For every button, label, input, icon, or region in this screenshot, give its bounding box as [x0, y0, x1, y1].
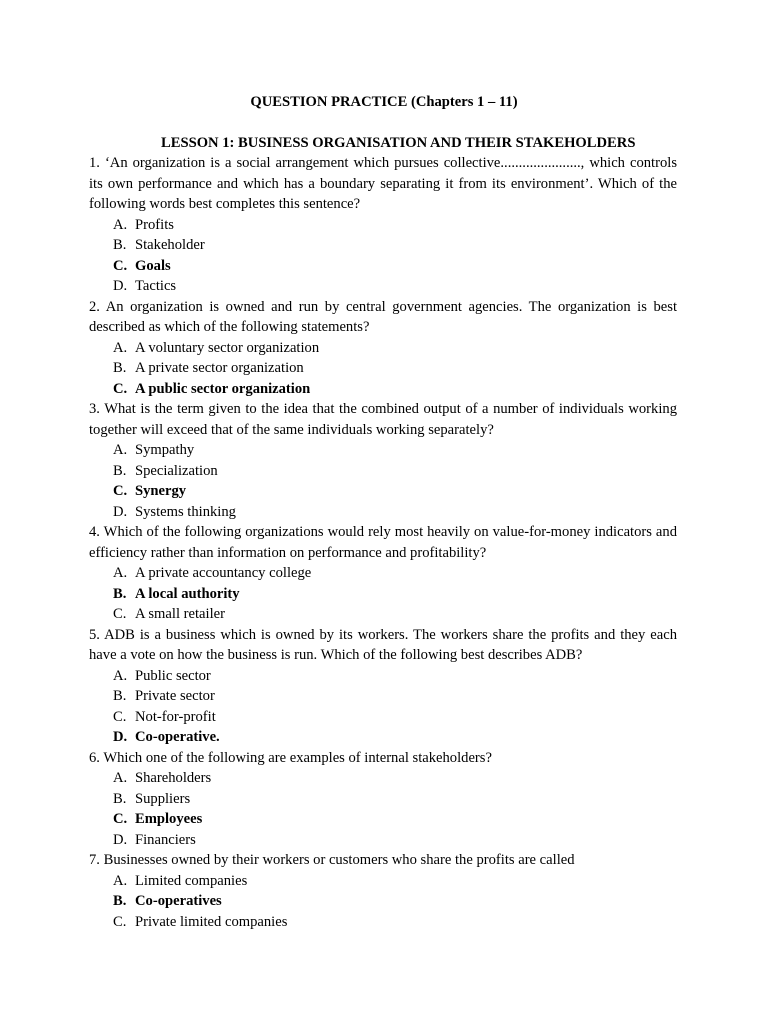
option-list: [89, 666, 677, 748]
option-text: Tactics: [135, 278, 177, 294]
answer-option: [113, 481, 677, 502]
question-7: [89, 850, 677, 932]
option-letter: C.: [113, 811, 128, 827]
question-1: [89, 153, 677, 297]
option-text: Private sector: [135, 688, 215, 704]
option-item: [113, 686, 677, 707]
question-6: [89, 748, 677, 851]
option-letter: B.: [113, 237, 127, 253]
question-list: [89, 153, 677, 932]
answer-option: [113, 584, 677, 605]
question-text: 5. ADB is a business which is owned by its workers. The workers share the profits and they each have a vote on how the business is run. Which of the following best describes ADB?: [89, 626, 677, 663]
answer-option: [113, 891, 677, 912]
question-4: [89, 522, 677, 625]
question-3: [89, 399, 677, 522]
option-letter: B.: [113, 462, 127, 479]
option-text: A private sector organization: [135, 360, 304, 376]
option-item: [113, 707, 677, 728]
option-letter: A.: [113, 339, 128, 356]
question-text: 3. What is the term given to the idea that the combined output of a number of individuals working together will exceed that of the same individuals working separately?: [89, 401, 677, 438]
option-list: [89, 871, 677, 933]
question-text: 4. Which of the following organizations would rely most heavily on value-for-money indicators and efficiency rather than information on performance and profitability?: [89, 524, 677, 561]
question-text: 1. ‘An organization is a social arrangement which pursues collective......................, which controls its own performance and which has a boundary separating it from its environment’. Which of the following words best completes this sentence?: [89, 155, 677, 212]
option-letter: B.: [113, 893, 127, 909]
option-letter: B.: [113, 585, 127, 602]
option-item: [113, 768, 677, 789]
answer-option: [113, 727, 677, 748]
option-item: [113, 358, 677, 379]
option-letter: C.: [113, 708, 127, 725]
option-letter: C.: [113, 380, 128, 397]
answer-option: [113, 809, 677, 830]
option-letter: B.: [113, 688, 127, 704]
option-letter: D.: [113, 729, 128, 745]
option-list: [89, 440, 677, 522]
option-item: [113, 338, 677, 359]
answer-option: [113, 379, 677, 400]
option-text: Employees: [135, 811, 203, 827]
option-letter: D.: [113, 831, 128, 848]
option-text: Private limited companies: [135, 913, 288, 930]
option-text: A local authority: [135, 585, 240, 602]
answer-option: [113, 256, 677, 277]
option-text: Co-operatives: [135, 893, 222, 909]
option-letter: C.: [113, 483, 128, 499]
question-5: [89, 625, 677, 748]
option-text: Not-for-profit: [135, 708, 216, 725]
question-text: 7. Businesses owned by their workers or customers who share the profits are called: [89, 852, 575, 868]
option-text: Financiers: [135, 831, 196, 848]
question-2: [89, 297, 677, 400]
option-item: [113, 563, 677, 584]
option-text: A small retailer: [135, 606, 225, 622]
option-list: [89, 563, 677, 625]
option-text: Systems thinking: [135, 503, 236, 520]
option-text: Public sector: [135, 667, 211, 684]
document-title: QUESTION PRACTICE (Chapters 1 – 11): [250, 94, 518, 110]
option-letter: B.: [113, 360, 127, 376]
option-item: [113, 789, 677, 810]
option-letter: A.: [113, 216, 128, 233]
option-letter: C.: [113, 913, 127, 930]
option-letter: D.: [113, 278, 128, 294]
option-item: [113, 276, 677, 297]
option-letter: B.: [113, 790, 127, 807]
option-item: [113, 502, 677, 523]
option-letter: D.: [113, 503, 128, 520]
option-list: [89, 338, 677, 400]
option-letter: A.: [113, 770, 128, 786]
option-text: Goals: [135, 257, 171, 274]
option-item: [113, 235, 677, 256]
option-item: [113, 871, 677, 892]
option-item: [113, 604, 677, 625]
option-item: [113, 440, 677, 461]
option-item: [113, 666, 677, 687]
option-letter: A.: [113, 442, 128, 458]
lesson-title: LESSON 1: BUSINESS ORGANISATION AND THEIR STAKEHOLDERS: [161, 134, 636, 151]
question-text: 6. Which one of the following are examples of internal stakeholders?: [89, 749, 492, 766]
option-text: Synergy: [135, 483, 187, 499]
option-text: Stakeholder: [135, 237, 205, 253]
option-list: [89, 768, 677, 850]
option-letter: A.: [113, 872, 128, 889]
option-letter: C.: [113, 257, 128, 274]
option-text: A private accountancy college: [135, 565, 312, 581]
option-text: Sympathy: [135, 442, 195, 458]
option-text: Co-operative.: [135, 729, 220, 745]
option-text: Suppliers: [135, 790, 191, 807]
option-text: Shareholders: [135, 770, 212, 786]
option-item: [113, 830, 677, 851]
option-text: A voluntary sector organization: [135, 339, 320, 356]
option-item: [113, 461, 677, 482]
option-text: A public sector organization: [135, 380, 311, 397]
option-item: [113, 912, 677, 933]
option-letter: A.: [113, 565, 128, 581]
question-text: 2. An organization is owned and run by central government agencies. The organization is best described as which of the following statements?: [89, 298, 677, 335]
option-letter: A.: [113, 667, 128, 684]
option-text: Specialization: [135, 462, 218, 479]
option-text: Profits: [135, 216, 174, 233]
option-item: [113, 215, 677, 236]
option-list: [89, 215, 677, 297]
option-letter: C.: [113, 606, 127, 622]
option-text: Limited companies: [135, 872, 248, 889]
